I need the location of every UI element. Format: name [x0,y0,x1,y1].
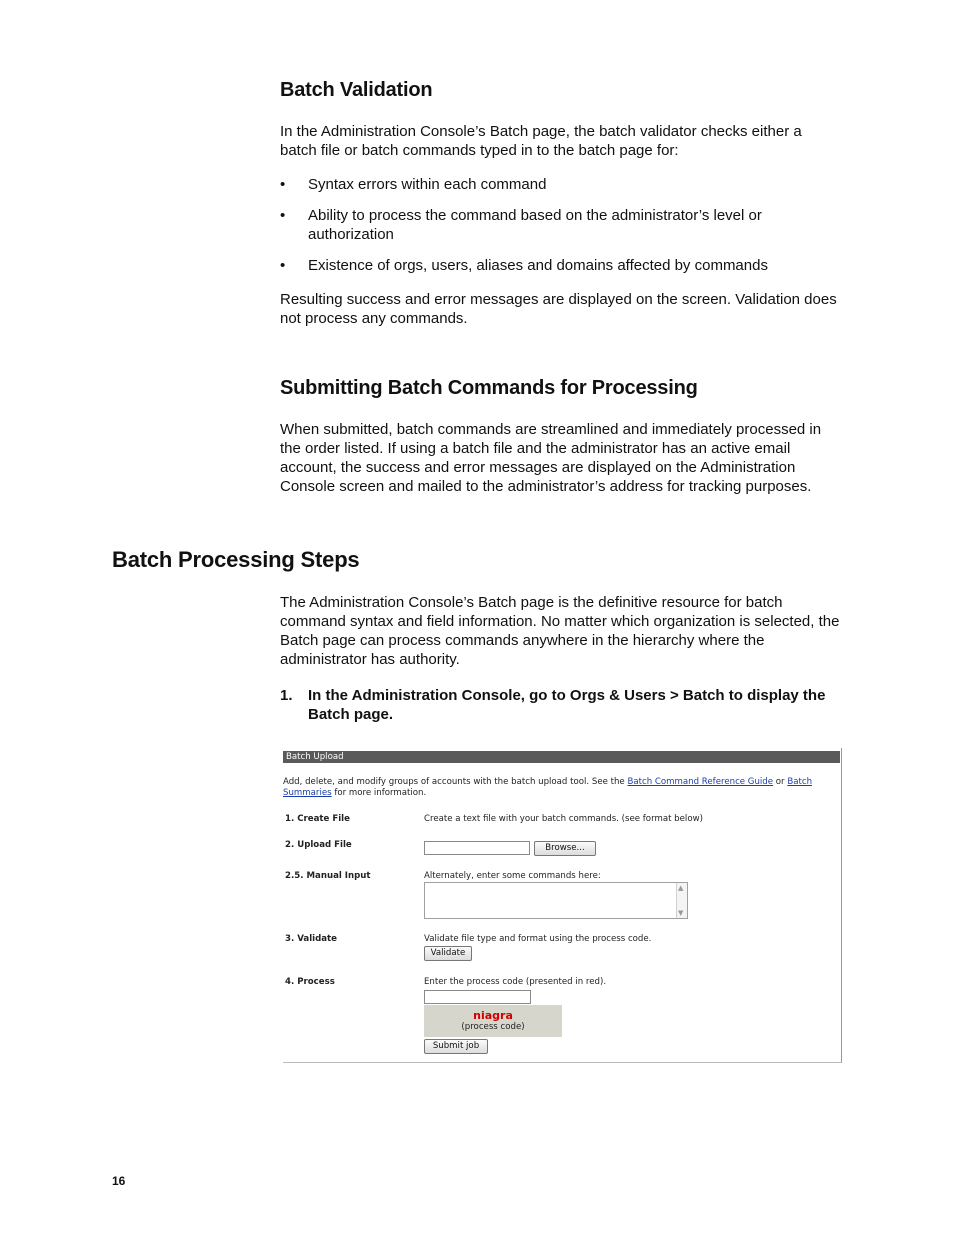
steps-body: The Administration Console’s Batch page is the definitive resource for batch command syntax and field information. No matter which organization is selected, the Batch page can process commands anywhere in the hierarchy where the administrator has authority. [280,594,840,668]
upload-file-label: 2. Upload File [285,840,352,850]
upload-file-input[interactable] [424,841,530,855]
manual-input-label: 2.5. Manual Input [285,871,371,881]
submitting-body: When submitted, batch commands are streamlined and immediately processed in the order listed. If using a batch file and the administrator has an active email account, the success and error messages are displayed on the Administration Console screen and mailed to the administrator’s address for tracking purposes. [280,421,822,495]
list-item: • Existence of orgs, users, aliases and domains affected by commands [280,257,768,274]
create-file-text: Create a text file with your batch commands. (see format below) [424,814,703,824]
textarea-scrollbar[interactable] [676,883,687,918]
process-code-input[interactable] [424,990,531,1004]
list-item: • Ability to process the command based on the administrator’s level or authorization [280,207,762,243]
batch-upload-screenshot [283,748,842,1063]
batch-validation-intro: In the Administration Console’s Batch page, the batch validator checks either a batch file or batch commands typed in to the batch page for: [280,123,802,159]
step-number: 1. [280,687,293,704]
process-text: Enter the process code (presented in red). [424,977,607,987]
scroll-down-icon[interactable]: ▼ [678,909,684,917]
manual-input-text: Alternately, enter some commands here: [424,871,601,881]
validate-button[interactable]: Validate [424,946,472,961]
batch-upload-header: Batch Upload [283,751,840,763]
batch-command-reference-link[interactable]: Batch Command Reference Guide [627,777,774,787]
step-1 [280,686,842,724]
manual-input-textarea[interactable] [424,882,688,919]
validate-text: Validate file type and format using the process code. [424,934,652,944]
process-label: 4. Process [285,977,335,987]
submit-job-button[interactable]: Submit job [424,1039,488,1054]
batch-summaries-link[interactable]: Batch Summaries [283,777,813,798]
browse-button[interactable]: Browse... [534,841,596,856]
process-code-caption: (process code) [461,1022,525,1032]
batch-validation-outro: Resulting success and error messages are displayed on the screen. Validation does not process any commands. [280,291,837,327]
process-code-box [424,1005,562,1037]
batch-validation-list [280,175,842,287]
validate-label: 3. Validate [285,934,337,944]
step-text: In the Administration Console, go to Orgs & Users > Batch to display the Batch page. [308,687,826,723]
create-file-label: 1. Create File [285,814,350,824]
heading-submitting: Submitting Batch Commands for Processing [280,377,698,399]
heading-batch-processing-steps: Batch Processing Steps [112,547,360,572]
batch-upload-intro: Add, delete, and modify groups of accounts with the batch upload tool. See the Batch Command Reference Guide or Batch Summaries for more information. [283,777,813,798]
list-item: • Syntax errors within each command [280,176,547,193]
scroll-up-icon[interactable]: ▲ [678,884,684,892]
process-code: niagra [473,1009,513,1022]
page-number: 16 [112,1174,126,1188]
heading-batch-validation: Batch Validation [280,79,433,101]
